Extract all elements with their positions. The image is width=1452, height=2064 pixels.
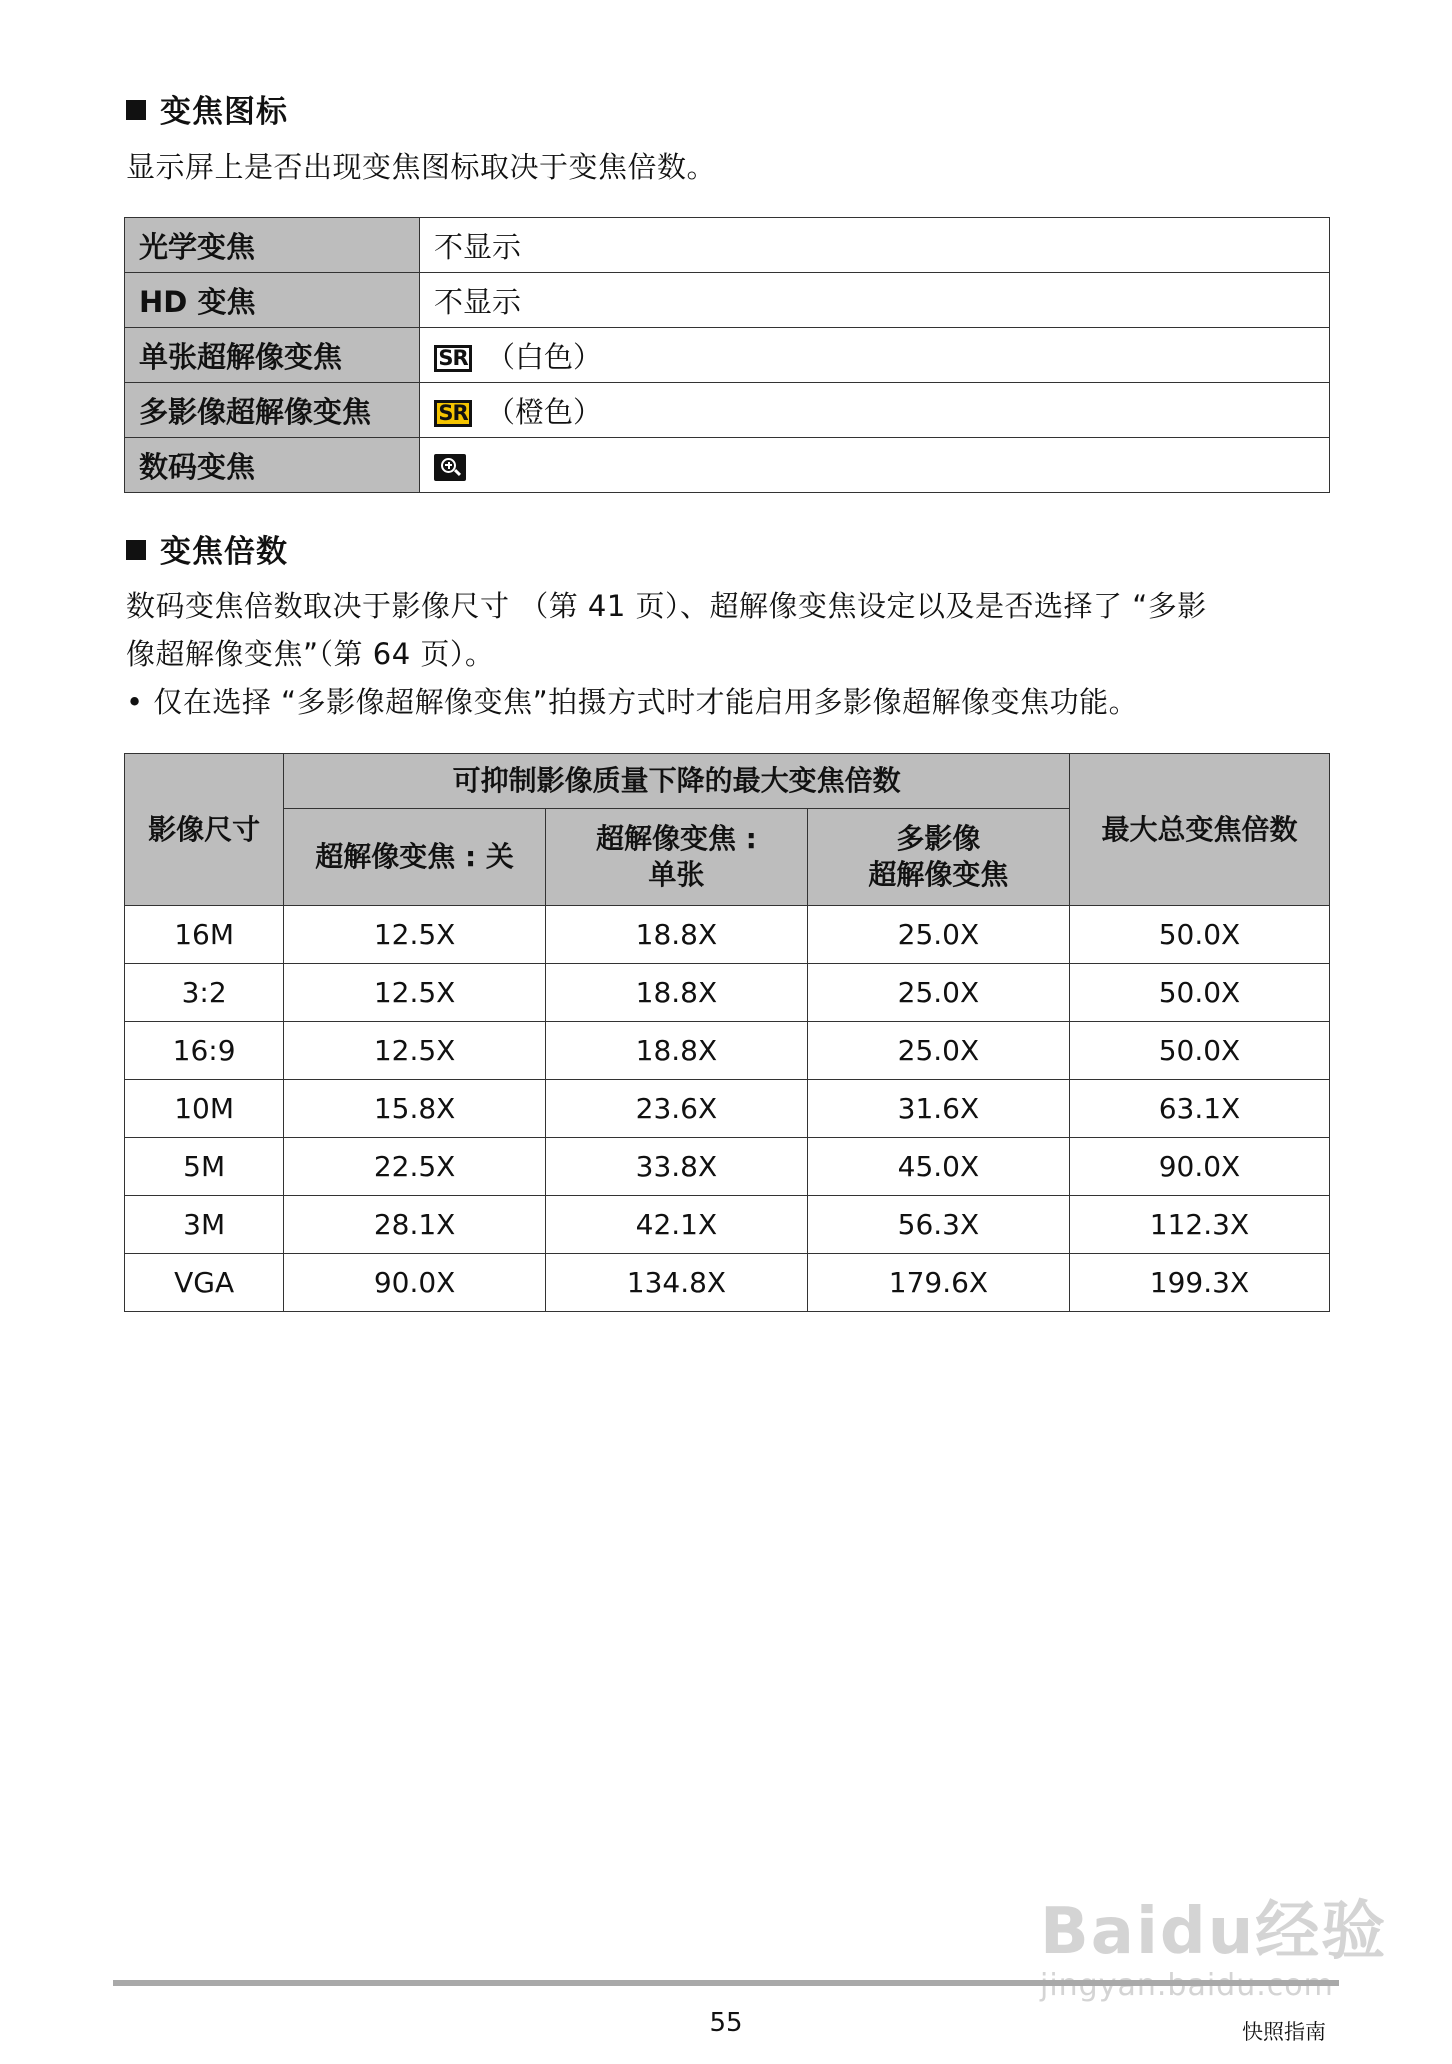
zoom-value-cell: 50.0X: [1069, 906, 1329, 964]
table-row: [125, 964, 1330, 1022]
footer-divider: [113, 1980, 1339, 1986]
zoom-value-cell: 23.6X: [545, 1080, 807, 1138]
zoom-type-label: 光学变焦: [125, 218, 420, 273]
square-bullet-icon: [126, 100, 146, 120]
image-size-cell: 3:2: [125, 964, 284, 1022]
zoom-type-label: 数码变焦: [125, 438, 420, 493]
zoom-icon-value: 不显示: [434, 284, 522, 319]
zoom-icon-table: [124, 217, 1330, 493]
icon-table-row: [125, 438, 1330, 493]
zoom-value-cell: 12.5X: [284, 906, 546, 964]
zoom-type-label: HD 变焦: [125, 273, 420, 328]
zoom-value-cell: 90.0X: [284, 1254, 546, 1312]
image-size-cell: 16M: [125, 906, 284, 964]
zoom-value-cell: 50.0X: [1069, 1022, 1329, 1080]
zoom-icon-display: [420, 273, 1330, 328]
image-size-cell: VGA: [125, 1254, 284, 1312]
zoom-icon-value: （橙色）: [486, 394, 603, 429]
zoom-value-cell: 56.3X: [807, 1196, 1069, 1254]
zoom-value-cell: 25.0X: [807, 906, 1069, 964]
zoom-value-cell: 33.8X: [545, 1138, 807, 1196]
zoom-value-cell: 12.5X: [284, 964, 546, 1022]
table-row: [125, 906, 1330, 964]
zoom-value-cell: 31.6X: [807, 1080, 1069, 1138]
square-bullet-icon: [126, 540, 146, 560]
zoom-value-cell: 63.1X: [1069, 1080, 1329, 1138]
zoom-value-cell: 50.0X: [1069, 964, 1329, 1022]
zoom-value-cell: 25.0X: [807, 1022, 1069, 1080]
header-multi-sr: 多影像 超解像变焦: [807, 809, 1069, 906]
header-sr-off: 超解像变焦 : 关: [284, 809, 546, 906]
zoom-icon-display: [420, 383, 1330, 438]
table-row: [125, 1080, 1330, 1138]
zoom-icon-display: [420, 218, 1330, 273]
zoom-factor-table: [124, 753, 1330, 1312]
image-size-cell: 5M: [125, 1138, 284, 1196]
icon-table-row: [125, 273, 1330, 328]
zoom-value-cell: 25.0X: [807, 964, 1069, 1022]
section2-paragraph: 数码变焦倍数取决于影像尺寸 （第 41 页）、超解像变焦设定以及是否选择了 “多影 像超解像变焦”（第 64 页）。 • 仅在选择 “多影像超解像变焦”拍摄方式时才能启用多影像超解像变焦功能。: [126, 582, 1207, 726]
section-title-zoom-icon: 变焦图标: [126, 86, 288, 131]
zoom-value-cell: 179.6X: [807, 1254, 1069, 1312]
zoom-value-cell: 199.3X: [1069, 1254, 1329, 1312]
icon-table-row: [125, 218, 1330, 273]
image-size-cell: 16:9: [125, 1022, 284, 1080]
digital-zoom-icon: [434, 454, 466, 481]
header-image-size: 影像尺寸: [125, 754, 284, 906]
section1-description: 显示屏上是否出现变焦图标取决于变焦倍数。: [126, 150, 717, 184]
zoom-icon-value: （白色）: [486, 339, 603, 374]
zoom-icon-display: [420, 328, 1330, 383]
bullet-note: • 仅在选择 “多影像超解像变焦”拍摄方式时才能启用多影像超解像变焦功能。: [126, 685, 1139, 719]
table-row: [125, 1196, 1330, 1254]
header-max-total-zoom: 最大总变焦倍数: [1069, 754, 1329, 906]
zoom-value-cell: 18.8X: [545, 964, 807, 1022]
table-row: [125, 1022, 1330, 1080]
sr-white-icon: SR: [434, 345, 472, 372]
page-number: 55: [709, 2008, 743, 2038]
watermark-brand: Baidu经验: [1040, 1895, 1388, 1969]
zoom-type-label: 多影像超解像变焦: [125, 383, 420, 438]
zoom-value-cell: 12.5X: [284, 1022, 546, 1080]
zoom-value-cell: 15.8X: [284, 1080, 546, 1138]
image-size-cell: 3M: [125, 1196, 284, 1254]
image-size-cell: 10M: [125, 1080, 284, 1138]
zoom-type-label: 单张超解像变焦: [125, 328, 420, 383]
header-max-zoom-group: 可抑制影像质量下降的最大变焦倍数: [284, 754, 1070, 809]
zoom-value-cell: 90.0X: [1069, 1138, 1329, 1196]
guide-label: 快照指南: [1242, 2020, 1326, 2044]
sr-orange-icon: SR: [434, 400, 472, 427]
table-row: [125, 1138, 1330, 1196]
zoom-value-cell: 22.5X: [284, 1138, 546, 1196]
zoom-value-cell: 42.1X: [545, 1196, 807, 1254]
section-title-zoom-factor: 变焦倍数: [126, 526, 288, 571]
zoom-value-cell: 18.8X: [545, 906, 807, 964]
zoom-value-cell: 45.0X: [807, 1138, 1069, 1196]
zoom-value-cell: 112.3X: [1069, 1196, 1329, 1254]
header-sr-single: 超解像变焦 : 单张: [545, 809, 807, 906]
zoom-icon-value: 不显示: [434, 229, 522, 264]
icon-table-row: [125, 328, 1330, 383]
zoom-value-cell: 134.8X: [545, 1254, 807, 1312]
table-row: [125, 1254, 1330, 1312]
zoom-icon-display: [420, 438, 1330, 493]
zoom-value-cell: 28.1X: [284, 1196, 546, 1254]
icon-table-row: [125, 383, 1330, 438]
zoom-value-cell: 18.8X: [545, 1022, 807, 1080]
